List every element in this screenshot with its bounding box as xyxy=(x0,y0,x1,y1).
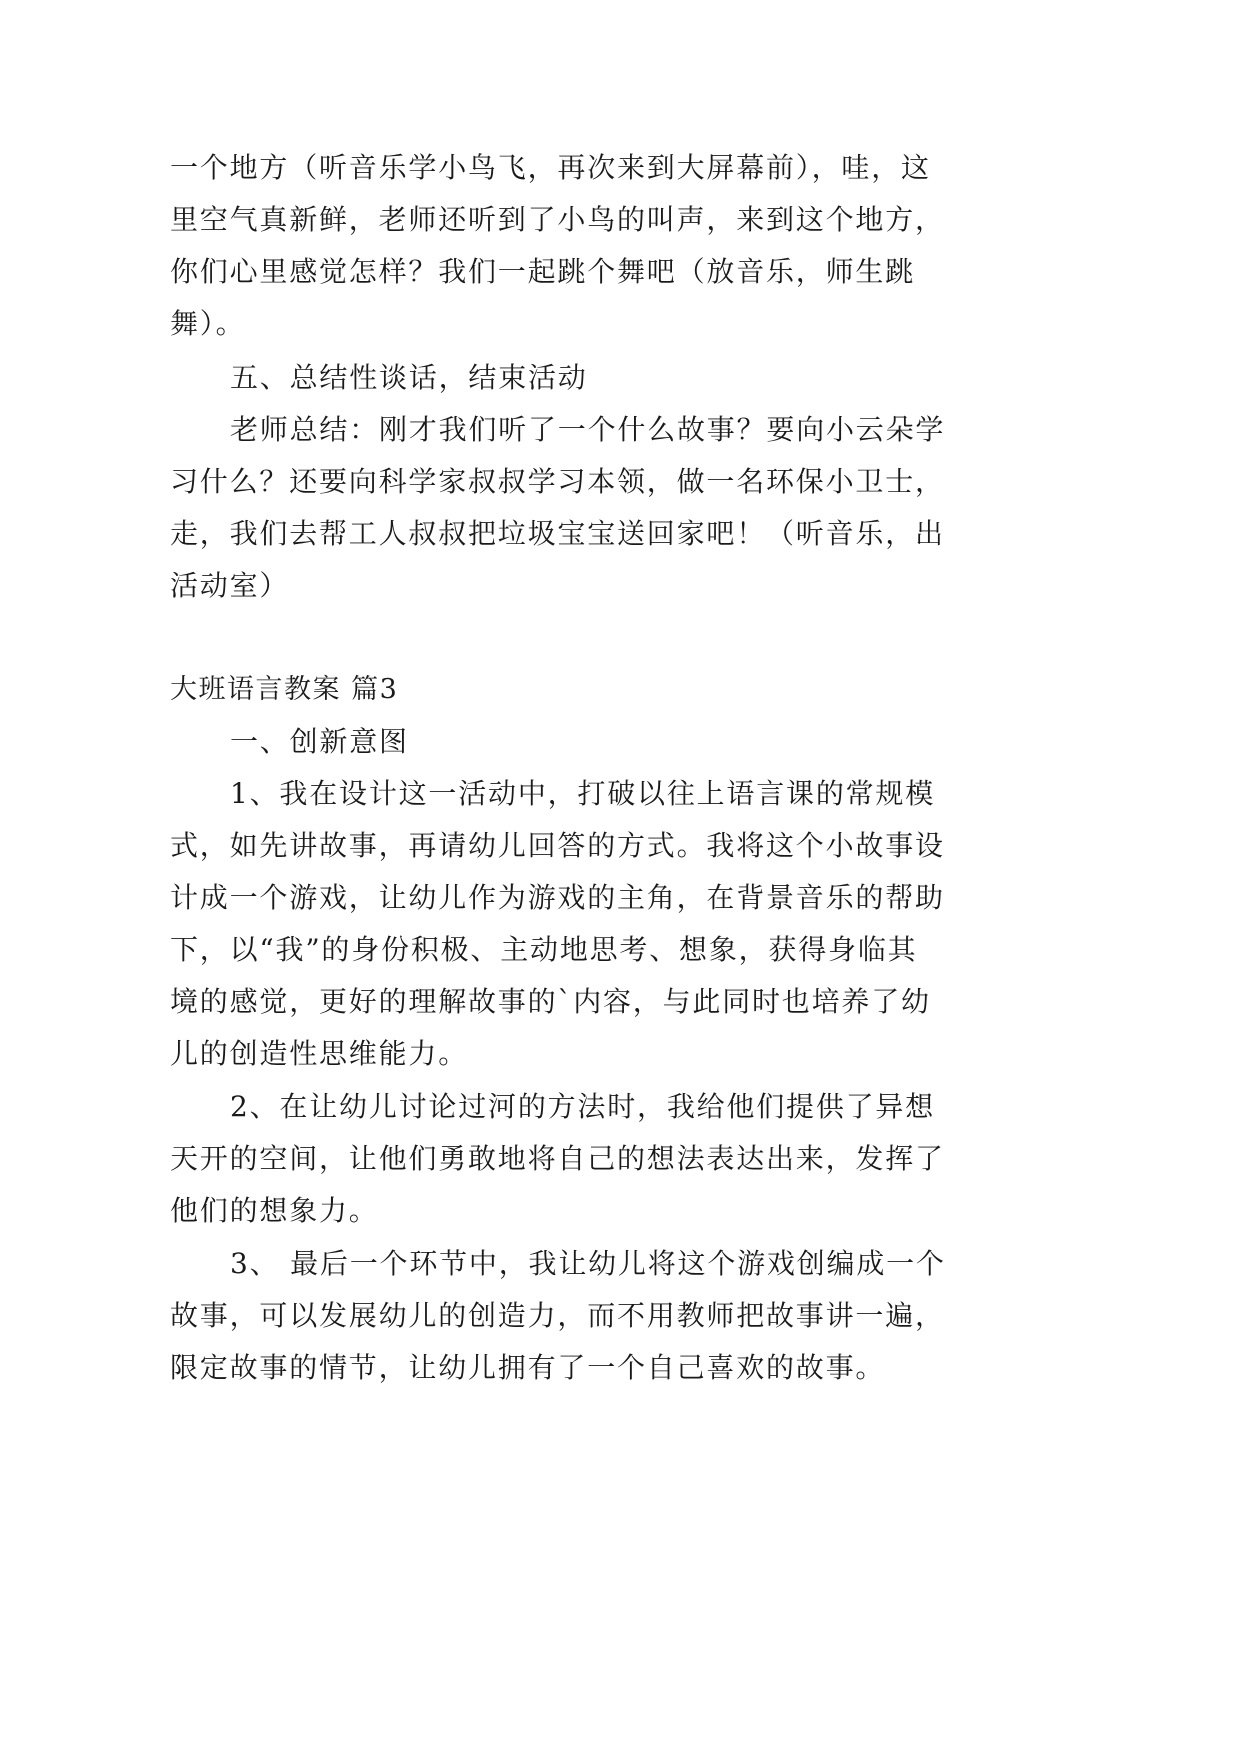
paragraph-line: 活动室） xyxy=(170,569,290,602)
document-title: 大班语言教案 篇3 xyxy=(170,674,399,705)
paragraph-line: 下，以“我”的身份积极、主动地思考、想象，获得身临其 xyxy=(170,933,918,966)
paragraph-line: 他们的想象力。 xyxy=(170,1194,379,1227)
paragraph-line: 你们心里感觉怎样？我们一起跳个舞吧（放音乐，师生跳 xyxy=(170,255,916,288)
paragraph-line: 故事，可以发展幼儿的创造力，而不用教师把故事讲一遍， xyxy=(170,1299,945,1332)
paragraph-line: 一个地方（听音乐学小鸟飞，再次来到大屏幕前），哇，这 xyxy=(170,151,931,184)
paragraph-line: 老师总结：刚才我们听了一个什么故事？要向小云朵学 xyxy=(230,413,946,446)
paragraph-line: 舞）。 xyxy=(170,307,246,340)
paragraph-line: 1、我在设计这一活动中，打破以往上语言课的常规模 xyxy=(230,777,936,810)
paragraph-line: 3、 最后一个环节中，我让幼儿将这个游戏创编成一个 xyxy=(230,1247,946,1280)
paragraph-line: 儿的创造性思维能力。 xyxy=(170,1037,469,1070)
section-heading: 一、创新意图 xyxy=(230,725,409,758)
paragraph-line: 限定故事的情节，让幼儿拥有了一个自己喜欢的故事。 xyxy=(170,1351,886,1384)
paragraph-line: 计成一个游戏，让幼儿作为游戏的主角，在背景音乐的帮助 xyxy=(170,881,945,914)
paragraph-line: 走，我们去帮工人叔叔把垃圾宝宝送回家吧！（听音乐，出 xyxy=(170,517,945,550)
paragraph-line: 里空气真新鲜，老师还听到了小鸟的叫声，来到这个地方， xyxy=(170,203,945,236)
paragraph-line: 式，如先讲故事，再请幼儿回答的方式。我将这个小故事设 xyxy=(170,829,945,862)
paragraph-line: 2、在让幼儿讨论过河的方法时，我给他们提供了异想 xyxy=(230,1090,936,1123)
paragraph-line: 境的感觉，更好的理解故事的`内容，与此同时也培养了幼 xyxy=(170,985,931,1018)
paragraph-line: 天开的空间，让他们勇敢地将自己的想法表达出来，发挥了 xyxy=(170,1142,945,1175)
paragraph-line: 习什么？还要向科学家叔叔学习本领，做一名环保小卫士， xyxy=(170,465,945,498)
section-heading: 五、总结性谈话，结束活动 xyxy=(230,361,588,394)
